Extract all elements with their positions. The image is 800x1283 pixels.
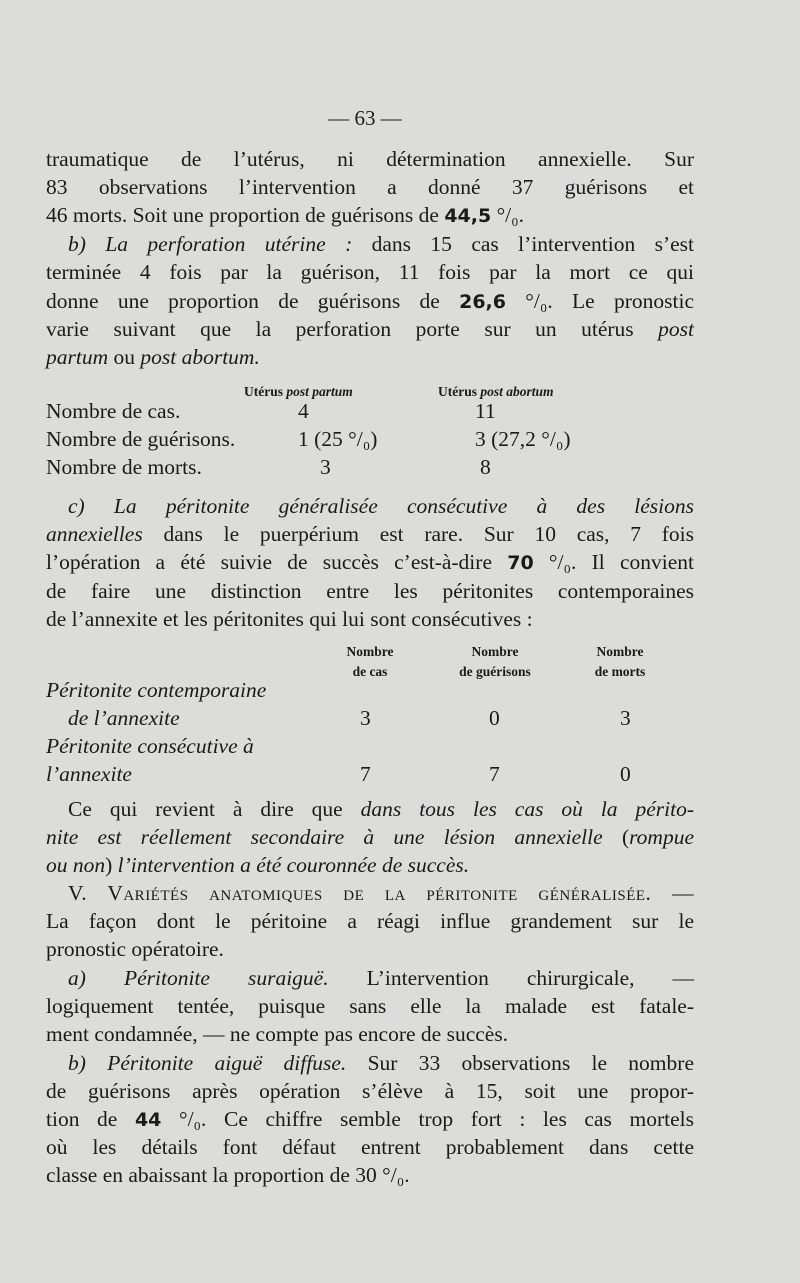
table-row-label-line (46, 678, 746, 706)
text-span: partum (46, 345, 109, 369)
table-cell: 0 (489, 706, 500, 730)
text-span: dans tous les cas où la périto- (360, 797, 694, 821)
table-cell: 11 (475, 399, 496, 423)
text-span: varie suivant que la perforation porte sur un utérus (46, 317, 659, 341)
text-span: °/₀. Ce chiffre semble trop fort : les cas mortels (161, 1107, 694, 1131)
text-line: pronostic opératoire. (46, 937, 224, 961)
text-line (46, 287, 694, 316)
text-line: où les détails font défaut entrent probablement dans cette (46, 1135, 694, 1159)
page-number: — 63 — (328, 106, 402, 130)
row-label: Péritonite consécutive à (46, 734, 254, 758)
text-line: classe en abaissant la proportion de 30 °/₀. (46, 1163, 410, 1187)
text-span: rompue (629, 825, 694, 849)
row-label: Nombre de guérisons. (46, 427, 236, 451)
text-span: dans 15 cas l’intervention s’est (352, 232, 695, 256)
row-label: Nombre de cas. (46, 399, 181, 423)
row-label: de l’annexite (68, 706, 180, 730)
text-span: post (658, 317, 694, 341)
table-cell: 4 (298, 399, 309, 423)
text-line (68, 795, 694, 823)
table1-header-post-partum (244, 384, 353, 400)
text-line (46, 851, 694, 879)
table-row (46, 455, 746, 483)
table-cell: 0 (620, 762, 631, 786)
table-cell: 3 (620, 706, 631, 730)
row-label: l’annexite (46, 762, 132, 786)
table-row (46, 762, 746, 790)
table2-header-guerisons (425, 642, 565, 682)
text-span: l’intervention a été couronnée de succès. (117, 853, 470, 877)
text-line: de guérisons après opération s’élève à 15, soit une propor- (46, 1079, 694, 1103)
text-line (68, 230, 694, 258)
text-line (46, 548, 694, 577)
text-line (68, 1049, 694, 1077)
table-cell: 1 (25 °/₀) (298, 427, 378, 451)
text-span: post partum (286, 384, 353, 399)
table-cell: 7 (489, 762, 500, 786)
header-line: de cas (352, 664, 388, 679)
header-line: Nombre (346, 644, 394, 659)
text-line (68, 964, 694, 992)
text-line: traumatique de l’utérus, ni détermination annexielle. Sur (46, 147, 694, 171)
table-cell: 7 (360, 762, 371, 786)
percentage-value: 70 (507, 552, 534, 574)
text-line: de faire une distinction entre les péritonites contemporaines (46, 579, 694, 603)
text-span: Sur 33 observations le nombre (346, 1051, 694, 1075)
table-row (46, 399, 746, 427)
section-label: b) (68, 232, 86, 256)
text-line (46, 315, 694, 343)
table2-header-cas (300, 642, 440, 682)
text-span: post abortum (480, 384, 554, 399)
header-line: de morts (594, 664, 646, 679)
text-line (68, 492, 694, 520)
section-heading: V. Variétés anatomiques de la péritonite généralisée. — (68, 881, 694, 905)
header-line: de guérisons (459, 664, 531, 679)
section-title: annexielles (46, 522, 143, 546)
text-line: terminée 4 fois par la guérison, 11 fois par la mort ce qui (46, 260, 694, 284)
table-cell: 8 (480, 455, 491, 479)
table-cell: 3 (27,2 °/₀) (475, 427, 571, 451)
text-line (46, 1105, 694, 1134)
text-span: Ce qui revient à dire que (68, 797, 361, 821)
table-row (46, 706, 746, 734)
header-line: Nombre (471, 644, 519, 659)
text-span: dans le puerpérium est rare. Sur 10 cas, 7 fois (142, 522, 694, 546)
text-span: post abortum. (140, 345, 260, 369)
text-line: 83 observations l’intervention a donné 37 guérisons et (46, 175, 694, 199)
percentage-value: 44 (134, 1109, 162, 1131)
text-span: l’opération a été suivie de succès c’est-à-dire (46, 550, 508, 574)
text-line (46, 201, 694, 230)
text-span: Utérus (438, 384, 481, 399)
row-label: Péritonite contemporaine (46, 678, 267, 702)
text-line (46, 823, 694, 851)
table-row-label-line (46, 734, 746, 762)
text-span: ou non (46, 853, 106, 877)
text-span: L’intervention chirurgicale, — (328, 966, 695, 990)
text-span: °/₀. Il convient (533, 550, 695, 574)
text-line (46, 520, 694, 548)
section-label: b) (68, 1051, 86, 1075)
text-line: ment condamnée, — ne compte pas encore de succès. (46, 1022, 509, 1046)
text-span: ( (602, 825, 630, 849)
text-line: de l’annexite et les péritonites qui lui sont consécutives : (46, 607, 533, 631)
header-line: Nombre (596, 644, 644, 659)
percentage-value: 26,6 (459, 291, 506, 313)
section-label: c) (68, 494, 85, 518)
section-title: Péritonite suraiguë. (123, 966, 329, 990)
text-span: ou (108, 345, 141, 369)
text-span: °/₀. Le pronostic (505, 289, 694, 313)
table-row (46, 427, 746, 455)
text-span: °/₀. (491, 203, 525, 227)
section-title: La péritonite généralisée consécutive à des lésions (113, 494, 694, 518)
table1-header-post-abortum (438, 384, 554, 400)
table-cell: 3 (360, 706, 371, 730)
text-line: La façon dont le péritoine a réagi influe grandement sur le (46, 909, 694, 933)
section-title: La perforation utérine : (105, 232, 353, 256)
text-line (46, 343, 694, 371)
text-span: ) (105, 853, 118, 877)
text-span: Utérus (244, 384, 287, 399)
text-line: logiquement tentée, puisque sans elle la malade est fatale- (46, 994, 694, 1018)
text-span: donne une proportion de guérisons de (46, 289, 460, 313)
text-span: tion de (46, 1107, 135, 1131)
table-cell: 3 (320, 455, 331, 479)
text-span: nite est réellement secondaire à une lésion annexielle (46, 825, 603, 849)
text-span: 46 morts. Soit une proportion de guérisons de (46, 203, 445, 227)
section-title: Péritonite aiguë diffuse. (107, 1051, 347, 1075)
section-label: a) (68, 966, 86, 990)
percentage-value: 44,5 (444, 205, 492, 227)
row-label: Nombre de morts. (46, 455, 202, 479)
table2-header-morts (550, 642, 690, 682)
